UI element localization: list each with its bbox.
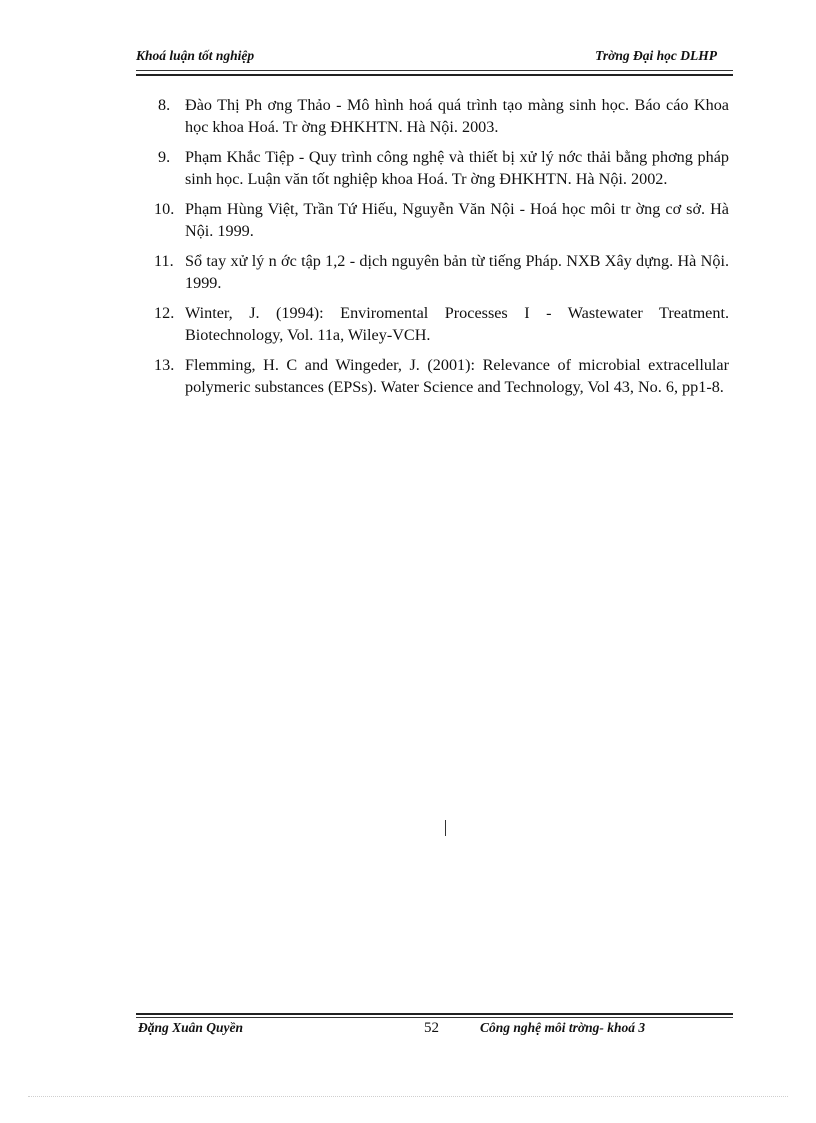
page-footer [136, 1020, 733, 1040]
reference-number: 9. [158, 148, 171, 166]
header-rule-bottom [136, 74, 733, 76]
header-thesis-title: Khoá luận tốt nghiệp [136, 48, 255, 63]
header-rule-top [136, 70, 733, 71]
reference-text: Phạm Khắc Tiệp - Quy trình công nghệ và thiết bị xử lý nớc thải bằng phơng pháp sinh học. Luận văn tốt nghiệp khoa Hoá. Tr ờng ĐHKHTN. Hà Nội. 2002. [185, 148, 729, 188]
reference-text: Đào Thị Ph ơng Thảo - Mô hình hoá quá trình tạo màng sinh học. Báo cáo Khoa học khoa Hoá. Tr ờng ĐHKHTN. Hà Nội. 2003. [185, 96, 729, 136]
reference-text: Sổ tay xử lý n ớc tập 1,2 - dịch nguyên bản từ tiếng Pháp. NXB Xây dựng. Hà Nội. 1999. [185, 252, 729, 292]
text-cursor-mark [445, 820, 446, 836]
reference-item [154, 354, 729, 398]
page-header [136, 46, 731, 66]
footer-rule-bottom [136, 1017, 733, 1018]
reference-list [154, 94, 729, 406]
footer-page-number: 52 [424, 1020, 439, 1036]
reference-number: 11. [154, 252, 174, 270]
reference-number: 8. [158, 96, 171, 114]
reference-item [158, 146, 729, 190]
reference-item [154, 198, 729, 242]
reference-text: Flemming, H. C and Wingeder, J. (2001): Relevance of microbial extracellular polymeric substances (EPSs). Water Science and Technology, Vol 43, No. 6, pp1-8. [185, 356, 729, 396]
footer-department: Công nghệ môi trờng- khoá 3 [480, 1020, 646, 1035]
reference-number: 10. [154, 200, 175, 218]
page-bottom-border [28, 1096, 788, 1097]
reference-item [158, 94, 729, 138]
footer-rule-top [136, 1013, 733, 1015]
reference-item [154, 302, 729, 346]
header-university-name: Trờng Đại học DLHP [595, 48, 717, 63]
reference-number: 13. [154, 356, 175, 374]
reference-text: Winter, J. (1994): Enviromental Processes I - Wastewater Treatment. Biotechnology, Vol. 11a, Wiley-VCH. [185, 304, 729, 344]
reference-text: Phạm Hùng Việt, Trần Tứ Hiếu, Nguyễn Văn Nội - Hoá học môi tr ờng cơ sở. Hà Nội. 1999. [185, 200, 729, 240]
reference-item [154, 250, 729, 294]
footer-author: Đặng Xuân Quyền [138, 1020, 244, 1035]
reference-number: 12. [154, 304, 175, 322]
